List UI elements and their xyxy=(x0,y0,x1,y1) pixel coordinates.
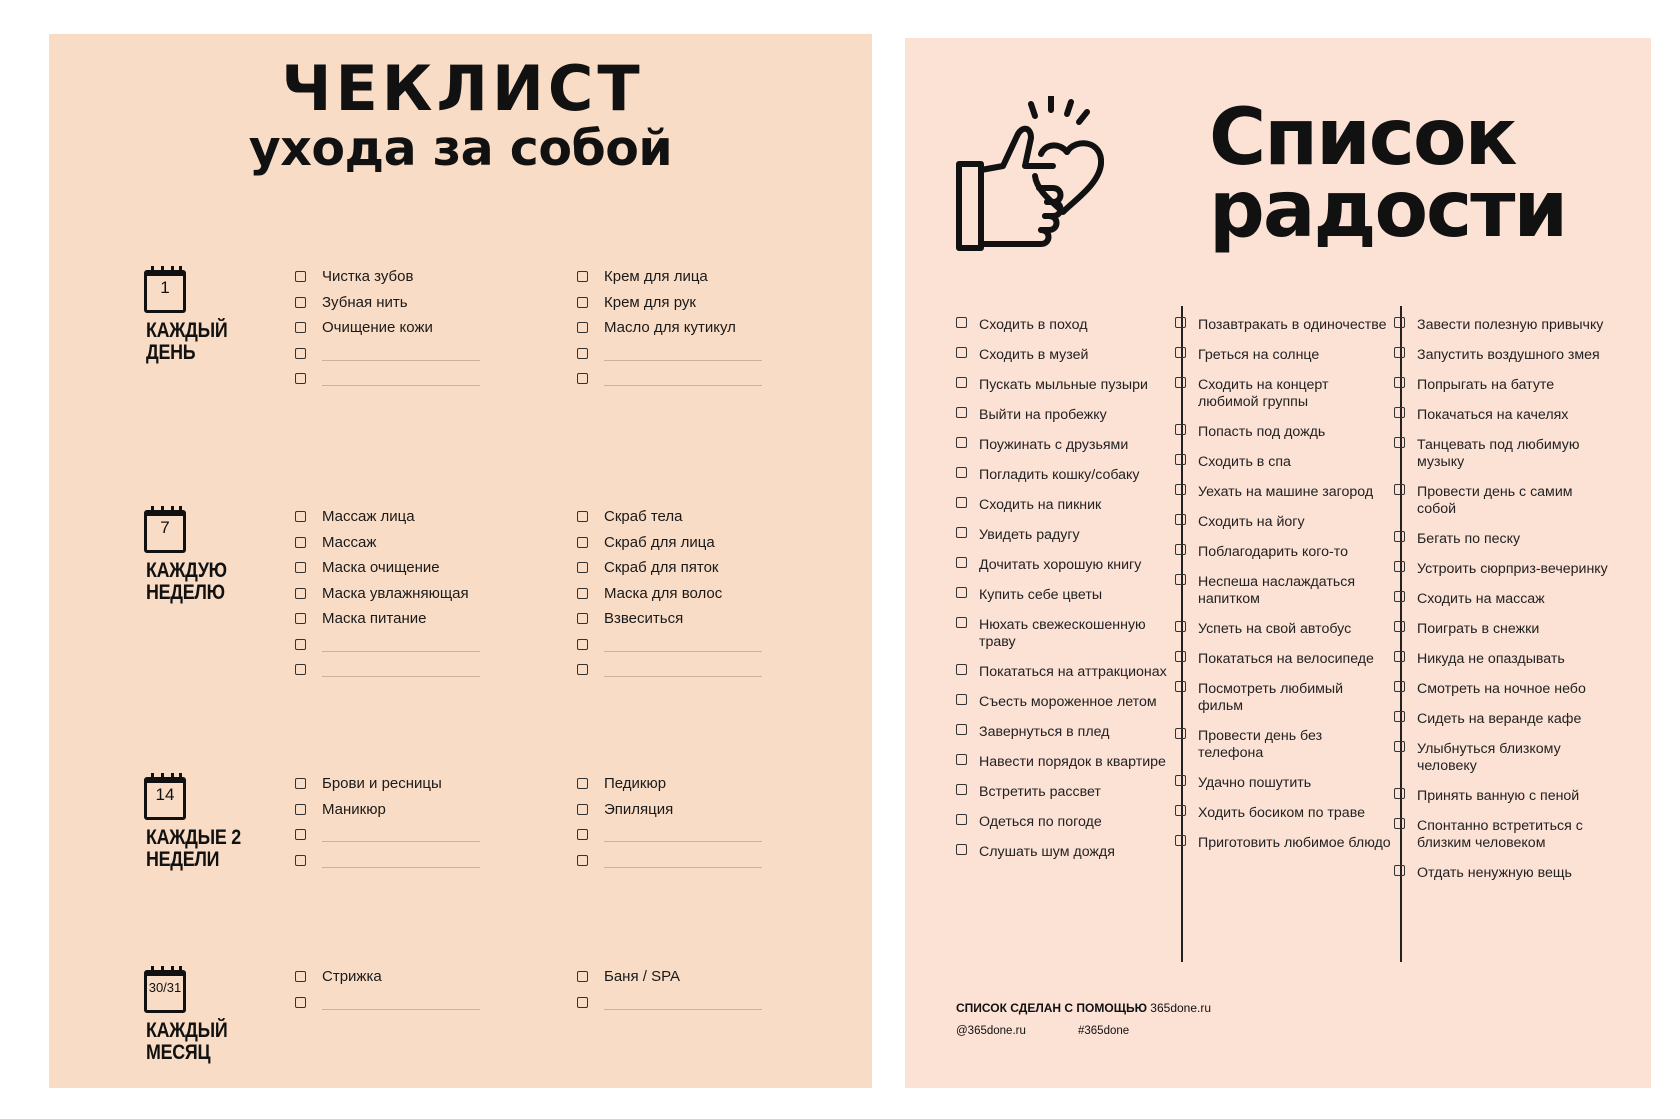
checklist-item-label: Маска для волос xyxy=(604,584,723,602)
joy-item-label: Устроить сюрприз-вечеринку xyxy=(1417,561,1608,577)
joy-item xyxy=(1394,711,1610,728)
joy-list-page xyxy=(905,38,1651,1088)
blank-fill-line[interactable] xyxy=(604,651,762,652)
joy-item xyxy=(956,754,1172,771)
checkbox[interactable] xyxy=(956,587,967,598)
blank-fill-line[interactable] xyxy=(322,867,480,868)
checklist-item-label: Маникюр xyxy=(322,800,386,818)
checkbox[interactable] xyxy=(1394,377,1405,388)
joy-item xyxy=(1394,865,1610,882)
joy-item-label: Отдать ненужную вещь xyxy=(1417,865,1572,881)
checkbox[interactable] xyxy=(956,317,967,328)
checkbox[interactable] xyxy=(295,537,306,548)
joy-item xyxy=(1175,484,1391,501)
checklist-item-label: Маска питание xyxy=(322,610,427,627)
blank-fill-line[interactable] xyxy=(322,1009,480,1010)
checklist-item-label: Педикюр xyxy=(604,775,667,792)
checklist-item-label: Массаж xyxy=(322,533,377,551)
checkbox[interactable] xyxy=(956,557,967,568)
joy-item-label: Спонтанно встретиться с близким человеком xyxy=(1417,818,1583,851)
thumbs-up-heart-icon xyxy=(955,96,1125,256)
checkbox[interactable] xyxy=(956,784,967,795)
checkbox[interactable] xyxy=(295,322,306,333)
checkbox[interactable] xyxy=(1175,835,1186,846)
joy-item xyxy=(1175,728,1391,762)
joy-item xyxy=(1175,621,1391,638)
checkbox[interactable] xyxy=(956,467,967,478)
joy-item-label: Улыбнуться близкому человеку xyxy=(1417,741,1561,774)
joy-item-label: Встретить рассвет xyxy=(979,784,1101,800)
checkbox[interactable] xyxy=(577,562,588,573)
period-label: КАЖДУЮ НЕДЕЛЮ xyxy=(146,559,227,604)
checkbox[interactable] xyxy=(577,588,588,599)
joy-item-label: Успеть на свой автобус xyxy=(1198,621,1352,637)
joy-item xyxy=(956,497,1172,514)
joy-item-label: Навести порядок в квартире xyxy=(979,754,1166,770)
checkbox[interactable] xyxy=(1394,561,1405,572)
checkbox[interactable] xyxy=(1394,711,1405,722)
checkbox[interactable] xyxy=(295,271,306,282)
blank-fill-line[interactable] xyxy=(604,385,762,386)
title-line-1: ЧЕКЛИСТ xyxy=(281,52,644,125)
joy-item-label: Греться на солнце xyxy=(1198,347,1320,363)
joy-item-label: Завести полезную привычку xyxy=(1417,317,1604,333)
checkbox[interactable] xyxy=(577,537,588,548)
joy-item-label: Запустить воздушного змея xyxy=(1417,347,1600,363)
checklist-title xyxy=(49,52,872,177)
checkbox[interactable] xyxy=(956,347,967,358)
checkbox[interactable] xyxy=(295,639,306,650)
joy-item-label: Поиграть в снежки xyxy=(1417,621,1540,637)
footer-credit xyxy=(956,1001,1211,1015)
joy-item-label: Сходить на йогу xyxy=(1198,514,1305,530)
joy-item-label: Ходить босиком по траве xyxy=(1198,805,1365,821)
joy-item-label: Удачно пошутить xyxy=(1198,775,1312,791)
checkbox[interactable] xyxy=(1175,377,1186,388)
joy-item xyxy=(956,317,1172,334)
title-line-2: ухода за собой xyxy=(248,120,673,177)
checklist-item-label: Скраб тела xyxy=(604,508,683,525)
joy-item xyxy=(956,814,1172,831)
joy-item xyxy=(956,407,1172,424)
joy-item-label: Сходить в спа xyxy=(1198,454,1291,470)
joy-item xyxy=(1394,531,1610,548)
joy-item-label: Выйти на пробежку xyxy=(979,407,1107,423)
joy-item xyxy=(1175,544,1391,561)
footer-handle: @365done.ru xyxy=(956,1025,1026,1037)
joy-column-3 xyxy=(1394,317,1610,895)
joy-item-label: Провести день без телефона xyxy=(1198,728,1323,761)
checkbox[interactable] xyxy=(1175,651,1186,662)
checklist-item-label: Массаж лица xyxy=(322,508,415,525)
checkbox[interactable] xyxy=(577,348,588,359)
self-care-checklist-page xyxy=(49,34,872,1088)
checkbox[interactable] xyxy=(1175,484,1186,495)
checkbox[interactable] xyxy=(577,971,588,982)
checklist-item-label: Маска увлажняющая xyxy=(322,584,469,602)
blank-fill-line[interactable] xyxy=(322,841,480,842)
checkbox[interactable] xyxy=(1175,544,1186,555)
joy-item-label: Поблагодарить кого-то xyxy=(1198,544,1348,560)
joy-item-label: Бегать по песку xyxy=(1417,531,1521,547)
checkbox[interactable] xyxy=(577,855,588,866)
checkbox[interactable] xyxy=(956,407,967,418)
checkbox[interactable] xyxy=(1175,454,1186,465)
blank-fill-line[interactable] xyxy=(322,651,480,652)
checklist-item-label: Стрижка xyxy=(322,968,382,985)
joy-item xyxy=(956,724,1172,741)
joy-item-label: Покачаться на качелях xyxy=(1417,407,1569,423)
joy-item xyxy=(1175,454,1391,471)
checkbox[interactable] xyxy=(956,437,967,448)
joy-item xyxy=(1175,347,1391,364)
blank-fill-line[interactable] xyxy=(322,385,480,386)
checkbox[interactable] xyxy=(956,694,967,705)
calendar-icon xyxy=(144,966,186,1008)
checklist-item-label: Скраб для пяток xyxy=(604,559,719,576)
joy-item xyxy=(956,557,1172,574)
checklist-item-label: Очищение кожи xyxy=(322,319,433,336)
joy-column-1 xyxy=(956,317,1172,874)
joy-item-label: Смотреть на ночное небо xyxy=(1417,681,1586,697)
joy-item-label: Купить себе цветы xyxy=(979,587,1103,603)
checkbox[interactable] xyxy=(956,377,967,388)
joy-item-label: Уехать на машине загород xyxy=(1198,484,1374,500)
checkbox[interactable] xyxy=(1394,591,1405,602)
checkbox[interactable] xyxy=(1394,317,1405,328)
joy-item-label: Покататься на велосипеде xyxy=(1198,651,1374,667)
joy-item xyxy=(1394,347,1610,364)
blank-fill-line[interactable] xyxy=(604,841,762,842)
joy-item-label: Приготовить любимое блюдо xyxy=(1198,835,1391,851)
joy-item xyxy=(1175,317,1391,334)
checkbox[interactable] xyxy=(295,373,306,384)
checkbox[interactable] xyxy=(295,778,306,789)
blank-fill-line[interactable] xyxy=(322,676,480,677)
joy-item-label: Попасть под дождь xyxy=(1198,424,1326,440)
checkbox[interactable] xyxy=(577,373,588,384)
joy-item-label: Погладить кошку/собаку xyxy=(979,467,1140,483)
checkbox[interactable] xyxy=(956,814,967,825)
joy-item xyxy=(1394,561,1610,578)
joy-item xyxy=(1394,377,1610,394)
joy-item-label: Сходить на пикник xyxy=(979,497,1102,513)
checkbox[interactable] xyxy=(577,511,588,522)
checkbox[interactable] xyxy=(1175,424,1186,435)
checkbox[interactable] xyxy=(1175,728,1186,739)
checkbox[interactable] xyxy=(956,724,967,735)
checkbox[interactable] xyxy=(956,527,967,538)
checklist-item-label: Баня / SPA xyxy=(604,968,680,985)
joy-item xyxy=(956,467,1172,484)
joy-item xyxy=(956,347,1172,364)
joy-item-label: Позавтракать в одиночестве xyxy=(1198,317,1387,333)
checkbox[interactable] xyxy=(956,497,967,508)
checkbox[interactable] xyxy=(1175,347,1186,358)
checkbox[interactable] xyxy=(956,664,967,675)
joy-item xyxy=(1175,424,1391,441)
checkbox[interactable] xyxy=(1394,741,1405,752)
checkbox[interactable] xyxy=(577,664,588,675)
checkbox[interactable] xyxy=(295,613,306,624)
calendar-number: 30/31 xyxy=(148,980,182,995)
joy-item-label: Сходить в поход xyxy=(979,317,1088,333)
calendar-icon xyxy=(144,266,186,308)
footer-hashtag: #365done xyxy=(1078,1025,1130,1037)
checkbox[interactable] xyxy=(1394,681,1405,692)
joy-item-label: Поужинать с друзьями xyxy=(979,437,1129,453)
footer-site-link[interactable]: 365done.ru xyxy=(1150,1001,1212,1015)
checkbox[interactable] xyxy=(1394,865,1405,876)
joy-item xyxy=(956,437,1172,454)
joy-column-2 xyxy=(1175,317,1391,865)
checkbox[interactable] xyxy=(577,297,588,308)
calendar-icon xyxy=(144,773,186,815)
joy-item-label: Сходить на концерт любимой группы xyxy=(1198,377,1329,410)
joy-item-label: Пускать мыльные пузыри xyxy=(979,377,1148,393)
joy-item-label: Провести день с самим собой xyxy=(1417,484,1573,517)
checkbox[interactable] xyxy=(295,588,306,599)
checklist-item-label: Эпиляция xyxy=(604,800,674,818)
period-label: КАЖДЫЕ 2 НЕДЕЛИ xyxy=(146,826,241,871)
checkbox[interactable] xyxy=(1175,574,1186,585)
checkbox[interactable] xyxy=(956,617,967,628)
checkbox[interactable] xyxy=(295,829,306,840)
title-line-2: радости xyxy=(1209,165,1567,255)
joy-item xyxy=(956,617,1172,651)
checkbox[interactable] xyxy=(1175,317,1186,328)
calendar-number: 7 xyxy=(160,518,170,537)
joy-item-label: Увидеть радугу xyxy=(979,527,1080,543)
joy-item xyxy=(956,694,1172,711)
checkbox[interactable] xyxy=(1394,818,1405,829)
blank-fill-line[interactable] xyxy=(604,867,762,868)
joy-item xyxy=(1394,818,1610,852)
checkbox[interactable] xyxy=(577,322,588,333)
calendar-icon xyxy=(144,506,186,548)
joy-item xyxy=(956,664,1172,681)
checkbox[interactable] xyxy=(577,271,588,282)
joy-item-label: Сидеть на веранде кафе xyxy=(1417,711,1582,727)
joy-item xyxy=(1394,681,1610,698)
joy-item-label: Одеться по погоде xyxy=(979,814,1102,830)
checkbox[interactable] xyxy=(295,562,306,573)
blank-fill-line[interactable] xyxy=(604,1009,762,1010)
checkbox[interactable] xyxy=(1394,484,1405,495)
joy-item-label: Нюхать свежескошенную траву xyxy=(979,617,1146,650)
joy-item-label: Сходить на массаж xyxy=(1417,591,1545,607)
checkbox[interactable] xyxy=(1394,347,1405,358)
joy-item-label: Съесть мороженное летом xyxy=(979,694,1157,710)
checkbox[interactable] xyxy=(1175,805,1186,816)
joy-item xyxy=(1394,317,1610,334)
checklist-item-label: Скраб для лица xyxy=(604,533,715,551)
blank-fill-line[interactable] xyxy=(604,360,762,361)
checkbox[interactable] xyxy=(1394,621,1405,632)
calendar-number: 1 xyxy=(160,278,170,297)
joy-list-title xyxy=(1209,93,1567,255)
joy-item xyxy=(1175,514,1391,531)
joy-item xyxy=(956,527,1172,544)
joy-item xyxy=(956,844,1172,861)
checklist-item-label: Брови и ресницы xyxy=(322,775,442,792)
joy-item-label: Завернуться в плед xyxy=(979,724,1110,740)
checkbox[interactable] xyxy=(1394,531,1405,542)
joy-item xyxy=(1394,741,1610,775)
joy-item xyxy=(1394,651,1610,668)
checklist-item-label: Масло для кутикул xyxy=(604,319,736,336)
joy-item xyxy=(1394,621,1610,638)
joy-item xyxy=(1175,377,1391,411)
joy-item xyxy=(1394,437,1610,471)
blank-fill-line[interactable] xyxy=(322,360,480,361)
checklist-item-label: Крем для лица xyxy=(604,268,708,285)
joy-item-label: Слушать шум дождя xyxy=(979,844,1115,860)
checklist-item-label: Чистка зубов xyxy=(322,268,414,285)
joy-item-label: Сходить в музей xyxy=(979,347,1089,363)
checkbox[interactable] xyxy=(295,971,306,982)
blank-fill-line[interactable] xyxy=(604,676,762,677)
joy-item-label: Никуда не опаздывать xyxy=(1417,651,1565,667)
checkbox[interactable] xyxy=(1394,437,1405,448)
joy-item xyxy=(1175,805,1391,822)
checkbox[interactable] xyxy=(577,778,588,789)
checkbox[interactable] xyxy=(1394,407,1405,418)
checkbox[interactable] xyxy=(1175,681,1186,692)
period-label: КАЖДЫЙ ДЕНЬ xyxy=(146,319,228,364)
checkbox[interactable] xyxy=(1394,788,1405,799)
period-label: КАЖДЫЙ МЕСЯЦ xyxy=(146,1019,228,1064)
joy-item xyxy=(1394,407,1610,424)
checkbox[interactable] xyxy=(1175,514,1186,525)
checkbox[interactable] xyxy=(1175,621,1186,632)
joy-item xyxy=(1175,574,1391,608)
joy-item-label: Дочитать хорошую книгу xyxy=(979,557,1142,573)
checkbox[interactable] xyxy=(1175,775,1186,786)
checkbox[interactable] xyxy=(295,664,306,675)
joy-item xyxy=(956,587,1172,604)
joy-item-label: Посмотреть любимый фильм xyxy=(1198,681,1343,714)
joy-item-label: Неспеша наслаждаться напитком xyxy=(1198,574,1356,607)
joy-item-label: Принять ванную с пеной xyxy=(1417,788,1580,804)
joy-item xyxy=(956,784,1172,801)
checkbox[interactable] xyxy=(956,844,967,855)
checkbox[interactable] xyxy=(577,639,588,650)
joy-item xyxy=(1175,651,1391,668)
checkbox[interactable] xyxy=(577,613,588,624)
checklist-item-label: Зубная нить xyxy=(322,293,408,311)
checkbox[interactable] xyxy=(577,829,588,840)
checklist-item-label: Взвеситься xyxy=(604,610,684,627)
checkbox[interactable] xyxy=(295,855,306,866)
joy-item xyxy=(1175,835,1391,852)
joy-item xyxy=(1394,788,1610,805)
checkbox[interactable] xyxy=(295,804,306,815)
joy-item-label: Танцевать под любимую музыку xyxy=(1417,437,1580,470)
checkbox[interactable] xyxy=(295,511,306,522)
joy-item xyxy=(1175,775,1391,792)
checkbox[interactable] xyxy=(295,997,306,1008)
joy-item xyxy=(956,377,1172,394)
checkbox[interactable] xyxy=(295,348,306,359)
checkbox[interactable] xyxy=(577,997,588,1008)
joy-item-label: Покататься на аттракционах xyxy=(979,664,1167,680)
joy-item xyxy=(1394,484,1610,518)
joy-item-label: Попрыгать на батуте xyxy=(1417,377,1555,393)
checkbox[interactable] xyxy=(1394,651,1405,662)
footer-credit-bold: СПИСОК СДЕЛАН С ПОМОЩЬЮ xyxy=(956,1001,1147,1015)
joy-item xyxy=(1394,591,1610,608)
calendar-number: 14 xyxy=(155,785,175,804)
joy-item xyxy=(1175,681,1391,715)
checklist-item-label: Маска очищение xyxy=(322,559,440,576)
checkbox[interactable] xyxy=(956,754,967,765)
checkbox[interactable] xyxy=(295,297,306,308)
checklist-item-label: Крем для рук xyxy=(604,293,696,311)
checkbox[interactable] xyxy=(577,804,588,815)
title-line-1: Список xyxy=(1209,93,1516,183)
